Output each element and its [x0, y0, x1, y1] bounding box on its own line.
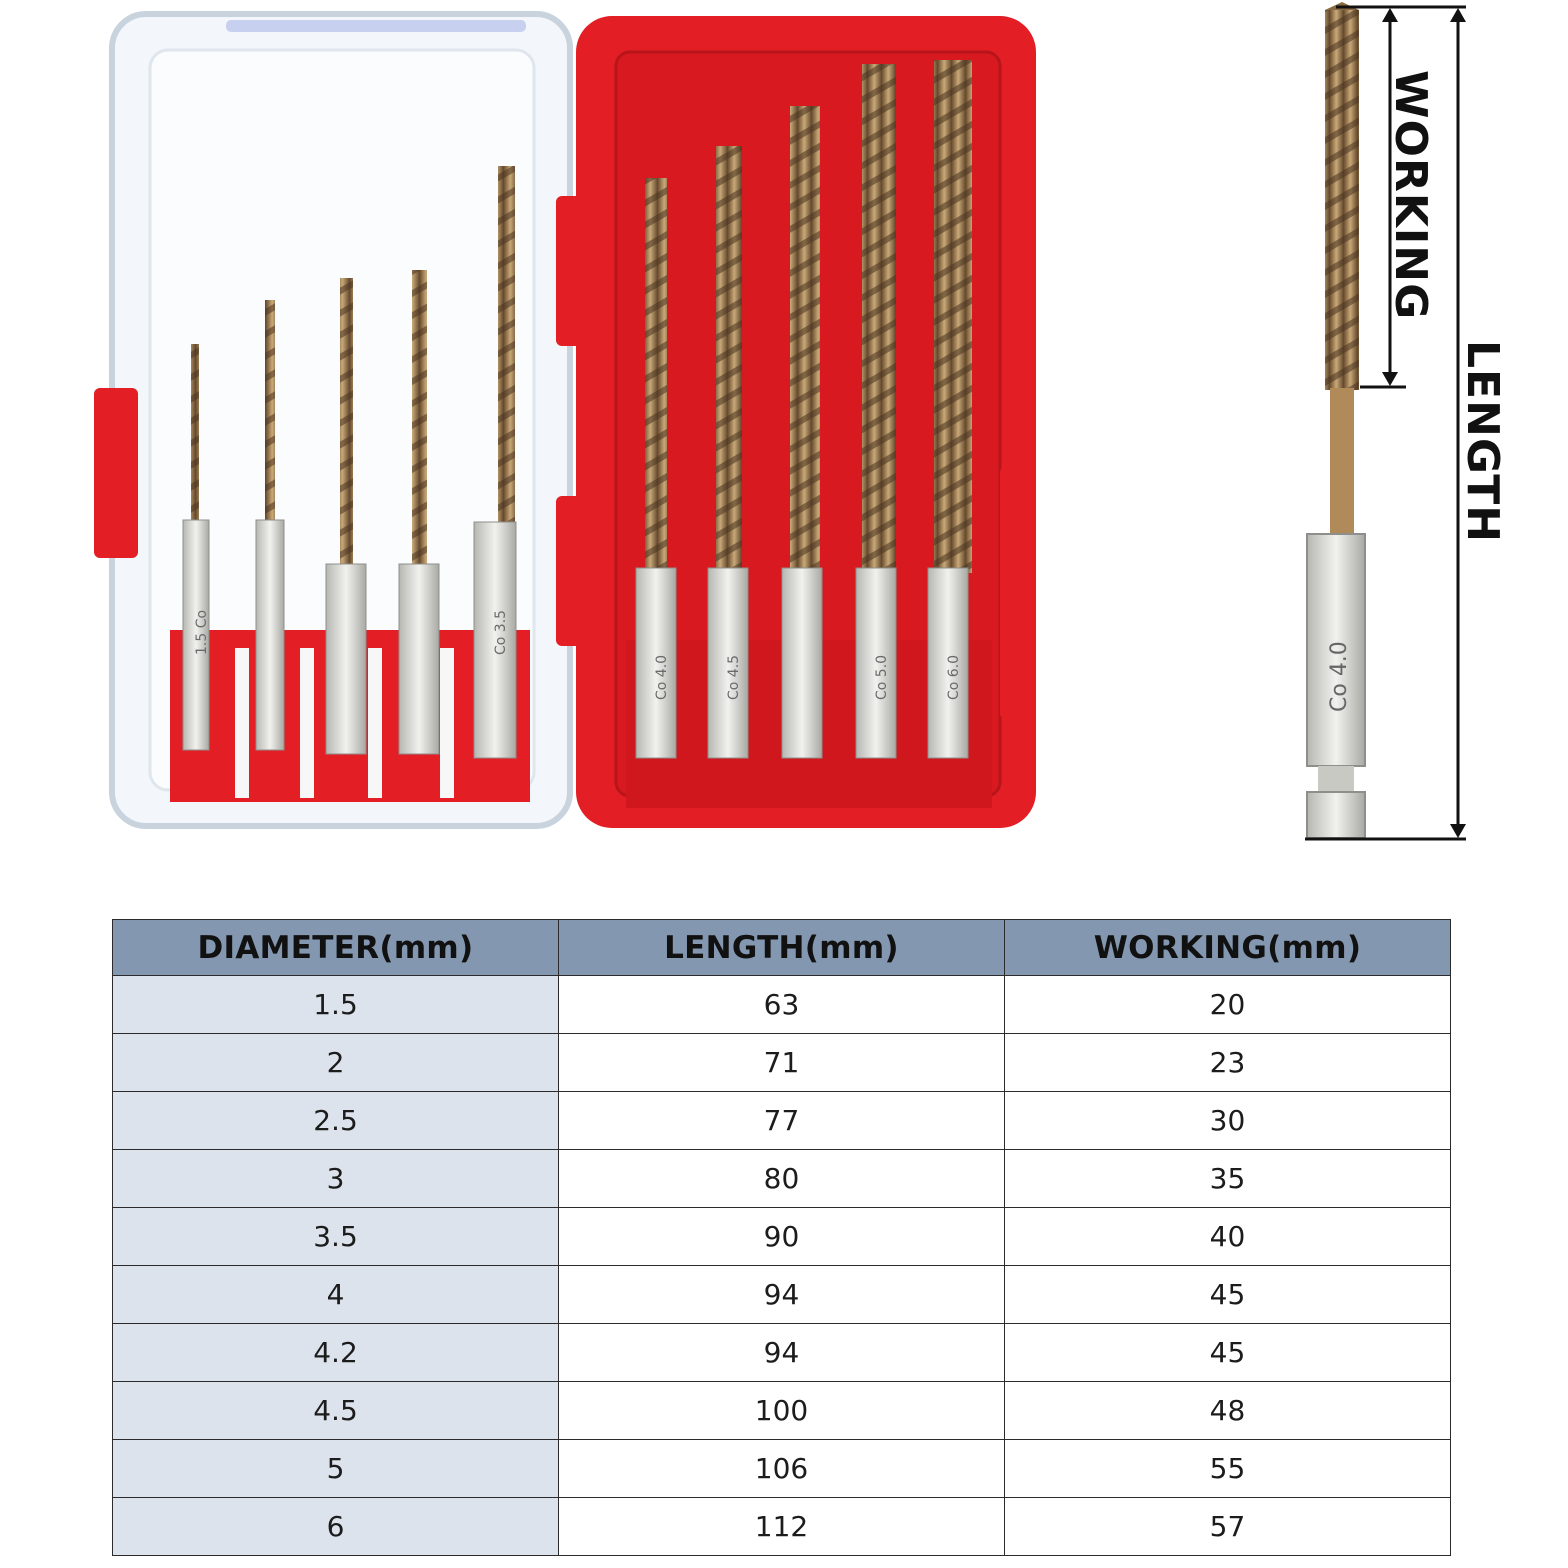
right-bit-marking-1: Co 4.5 — [726, 654, 742, 700]
length-cell: 112 — [559, 1498, 1005, 1556]
table-row — [113, 1150, 1451, 1208]
table-row — [113, 976, 1451, 1034]
header-working: WORKING(mm) — [1005, 920, 1451, 976]
working-cell: 57 — [1005, 1498, 1451, 1556]
working-cell: 20 — [1005, 976, 1451, 1034]
left-bit-marking-4: Co 3.5 — [493, 609, 509, 655]
working-cell: 48 — [1005, 1382, 1451, 1440]
diameter-cell: 3 — [113, 1150, 559, 1208]
diameter-cell: 2 — [113, 1034, 559, 1092]
table-header-row — [113, 920, 1451, 976]
working-cell: 30 — [1005, 1092, 1451, 1150]
working-cell: 35 — [1005, 1150, 1451, 1208]
diameter-cell: 6 — [113, 1498, 559, 1556]
working-cell: 40 — [1005, 1208, 1451, 1266]
diameter-cell: 4.2 — [113, 1324, 559, 1382]
drill-bit-6 — [928, 60, 972, 758]
table-row — [113, 1382, 1451, 1440]
diameter-cell: 4 — [113, 1266, 559, 1324]
drill-bit-5 — [856, 64, 896, 758]
length-label: LENGTH — [1457, 340, 1508, 544]
length-cell: 90 — [559, 1208, 1005, 1266]
table-row — [113, 1266, 1451, 1324]
length-cell: 77 — [559, 1092, 1005, 1150]
working-cell: 45 — [1005, 1266, 1451, 1324]
diameter-cell: 3.5 — [113, 1208, 559, 1266]
table-row — [113, 1034, 1451, 1092]
header-length: LENGTH(mm) — [559, 920, 1005, 976]
right-bit-marking-4: Co 6.0 — [946, 654, 962, 700]
sample-drill-bit — [1307, 2, 1365, 838]
table-row — [113, 1324, 1451, 1382]
table-row — [113, 1208, 1451, 1266]
right-bit-marking-0: Co 4.0 — [654, 654, 670, 700]
table-row — [113, 1092, 1451, 1150]
right-bit-marking-3: Co 5.0 — [874, 654, 890, 700]
left-bit-marking-0: 1.5 Co — [194, 609, 210, 655]
specification-table — [112, 919, 1451, 1556]
length-cell: 80 — [559, 1150, 1005, 1208]
length-cell: 106 — [559, 1440, 1005, 1498]
working-cell: 55 — [1005, 1440, 1451, 1498]
sample-bit-marking: Co 4.0 — [1327, 641, 1352, 712]
length-cell: 100 — [559, 1382, 1005, 1440]
working-cell: 45 — [1005, 1324, 1451, 1382]
table-row — [113, 1440, 1451, 1498]
diameter-cell: 2.5 — [113, 1092, 559, 1150]
length-cell: 94 — [559, 1266, 1005, 1324]
diameter-cell: 1.5 — [113, 976, 559, 1034]
table-row — [113, 1498, 1451, 1556]
length-cell: 94 — [559, 1324, 1005, 1382]
header-diameter: DIAMETER(mm) — [113, 920, 559, 976]
diameter-cell: 5 — [113, 1440, 559, 1498]
length-cell: 63 — [559, 976, 1005, 1034]
diameter-cell: 4.5 — [113, 1382, 559, 1440]
working-label: WORKING — [1385, 70, 1436, 321]
working-cell: 23 — [1005, 1034, 1451, 1092]
length-cell: 71 — [559, 1034, 1005, 1092]
